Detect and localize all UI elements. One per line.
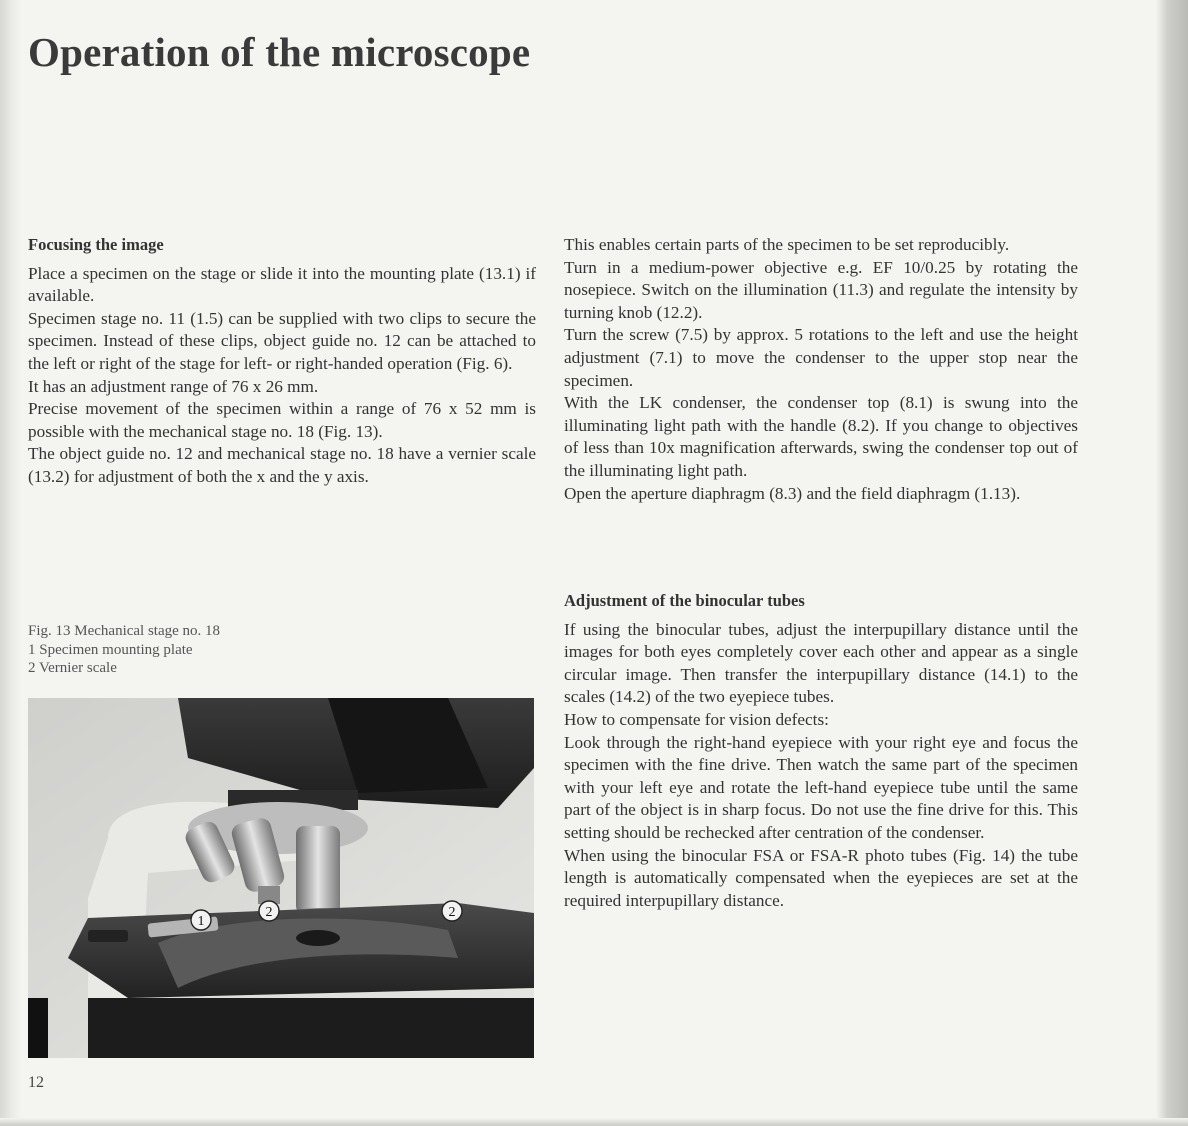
microscope-stage-photo — [28, 698, 534, 1058]
binocular-paragraph: When using the binocular FSA or FSA-R photo tubes (Fig. 14) the tube length is automatically compensated when the eyepieces are set at the required interpupillary distance. — [564, 845, 1078, 910]
focusing-paragraph: The object guide no. 12 and mechanical stage no. 18 have a vernier scale (13.2) for adjustment of both the x and the y axis. — [28, 444, 536, 486]
setup-section — [564, 234, 1078, 505]
binocular-heading: Adjustment of the binocular tubes — [564, 591, 805, 610]
setup-paragraph: Turn in a medium-power objective e.g. EF 10/0.25 by rotating the nosepiece. Switch on the illumination (11.3) and regulate the intensity by turning knob (12.2). — [564, 257, 1078, 322]
binocular-section — [564, 590, 1078, 912]
callout-label: 2 — [265, 905, 273, 920]
binocular-paragraph: If using the binocular tubes, adjust the interpupillary distance until the images for both eyes completely cover each other and appear as a single circular image. Then transfer the interpupillary distance (14.1) to the scales (14.2) of the two eyepiece tubes. — [564, 619, 1078, 707]
setup-paragraph: With the LK condenser, the condenser top (8.1) is swung into the illuminating light path with the handle (8.2). If you change to objectives of less than 10x magnification afterwards, swing the condenser top out of the illuminating light path. — [564, 393, 1078, 480]
focusing-paragraph: Specimen stage no. 11 (1.5) can be supplied with two clips to secure the specimen. Instead of these clips, object guide no. 12 can be attached to the left or right of the stage for left- or right-handed operation (Fig. 6). — [28, 308, 536, 373]
page-number: 12 — [28, 1074, 44, 1091]
figure-caption — [28, 622, 328, 678]
microscope-illustration — [28, 698, 534, 1058]
focusing-paragraph: Precise movement of the specimen within a range of 76 x 52 mm is possible with the mechanical stage no. 18 (Fig. 13). — [28, 399, 536, 441]
figure-caption-item: 2 Vernier scale — [28, 660, 117, 676]
page-bottom-edge — [0, 1118, 1188, 1126]
microscope-base — [88, 998, 534, 1058]
callout-label: 2 — [448, 905, 456, 920]
focusing-section — [28, 234, 536, 489]
callout-marker — [191, 910, 211, 930]
setup-paragraph: Turn the screw (7.5) by approx. 5 rotations to the left and use the height adjustment (7.1) to move the condenser to the upper stop near the specimen. — [564, 325, 1078, 390]
page-gutter-left — [0, 0, 22, 1126]
focusing-paragraph: Place a specimen on the stage or slide it into the mounting plate (13.1) if available. — [28, 263, 536, 306]
setup-paragraph: This enables certain parts of the specimen to be set reproducibly. — [564, 235, 1010, 254]
stage-handle — [88, 930, 128, 942]
binocular-paragraph: Look through the right-hand eyepiece with your right eye and focus the specimen with the fine drive. Then watch the same part of the specimen with your left eye and rotate the left-hand eyepiece tube until the same part of the object is in sharp focus. Do not use the fine drive for this. This setting should be rechecked after centration of the condenser. — [564, 732, 1078, 842]
stage-aperture — [296, 930, 340, 946]
page-gutter-right — [1156, 0, 1188, 1126]
callout-label: 1 — [197, 914, 205, 929]
callout-marker — [259, 901, 279, 921]
focusing-paragraph: It has an adjustment range of 76 x 26 mm. — [28, 376, 319, 396]
figure-caption-item: 1 Specimen mounting plate — [28, 641, 193, 658]
setup-paragraph: Open the aperture diaphragm (8.3) and the field diaphragm (1.13). — [564, 483, 1021, 503]
page-title: Operation of the microscope — [28, 29, 531, 75]
focusing-heading: Focusing the image — [28, 235, 164, 254]
figure-caption-title: Fig. 13 Mechanical stage no. 18 — [28, 623, 221, 639]
callout-marker — [442, 901, 462, 921]
binocular-paragraph: How to compensate for vision defects: — [564, 709, 829, 729]
